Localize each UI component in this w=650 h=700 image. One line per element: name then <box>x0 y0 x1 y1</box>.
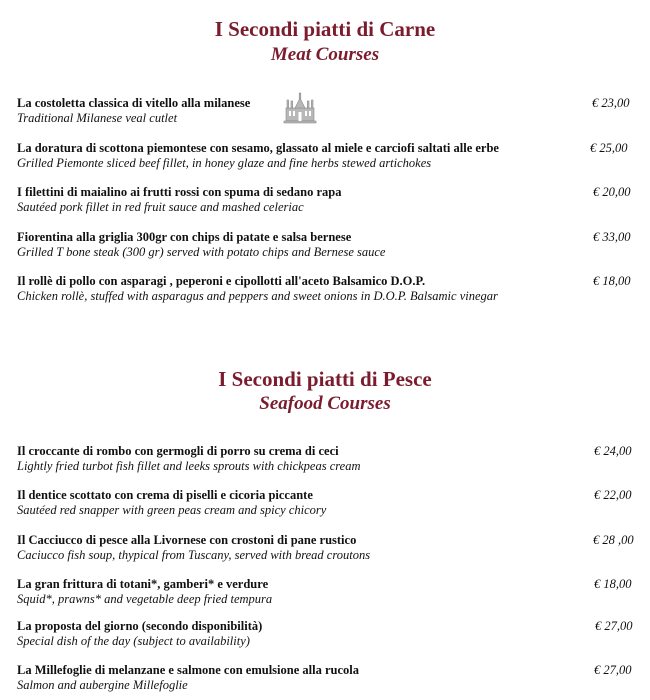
dish-description: Grilled Piemonte sliced beef fillet, in honey glaze and fine herbs stewed artichokes <box>17 156 432 170</box>
dish-price: € 27,00 <box>594 663 632 677</box>
dish-description: Sautéed red snapper with green peas cream and spicy chicory <box>17 503 327 517</box>
fish-section-title: I Secondi piatti di Pesce <box>218 367 432 391</box>
meat-section-subtitle: Meat Courses <box>270 44 380 65</box>
dish-name: La doratura di scottona piemontese con sesamo, glassato al miele e carciofi saltati alle erbe <box>17 141 499 155</box>
dish-name: Il rollè di pollo con asparagi , peperoni e cipollotti all'aceto Balsamico D.O.P. <box>17 274 426 288</box>
dish-price: € 33,00 <box>593 230 631 244</box>
menu-item <box>17 274 637 308</box>
dish-price: € 28 ,00 <box>593 533 634 547</box>
dish-name: Il dentice scottato con crema di piselli e cicoria piccante <box>17 488 313 502</box>
dish-name: La Millefoglie di melanzane e salmone con emulsione alla rucola <box>17 663 359 677</box>
dish-name: I filettini di maialino ai frutti rossi con spuma di sedano rapa <box>17 185 342 199</box>
fish-section-subtitle: Seafood Courses <box>259 393 391 414</box>
dish-description: Grilled T bone steak (300 gr) served with potato chips and Bernese sauce <box>17 245 386 259</box>
dish-description: Squid*, prawns* and vegetable deep fried tempura <box>17 592 273 606</box>
dish-name: Il croccante di rombo con germogli di porro su crema di ceci <box>17 444 339 458</box>
dish-price: € 24,00 <box>594 444 632 458</box>
meat-section-title: I Secondi piatti di Carne <box>214 17 436 41</box>
menu-item <box>17 444 637 478</box>
dish-description: Caciucco fish soup, thypical from Tuscany, served with bread croutons <box>17 548 371 562</box>
dish-price: € 20,00 <box>593 185 631 199</box>
dish-price: € 25,00 <box>590 141 628 155</box>
menu-item <box>17 141 637 175</box>
dish-price: € 27,00 <box>595 619 633 633</box>
menu-item <box>17 185 637 219</box>
menu-item <box>17 488 637 522</box>
dish-description: Salmon and aubergine Millefoglie <box>17 678 188 692</box>
dish-description: Sautéed pork fillet in red fruit sauce and mashed celeriac <box>17 200 304 214</box>
dish-description: Lightly fried turbot fish fillet and leeks sprouts with chickpeas cream <box>17 459 361 473</box>
dish-description: Chicken rollè, stuffed with asparagus and peppers and sweet onions in D.O.P. Balsamic vinegar <box>17 289 498 303</box>
dish-name: Fiorentina alla griglia 300gr con chips di patate e salsa bernese <box>17 230 352 244</box>
dish-description: Special dish of the day (subject to availability) <box>17 634 250 648</box>
menu-item <box>17 619 637 653</box>
menu-item <box>17 533 637 567</box>
menu-item <box>17 663 637 697</box>
dish-name: La proposta del giorno (secondo disponibilità) <box>17 619 263 633</box>
dish-price: € 22,00 <box>594 488 632 502</box>
dish-price: € 18,00 <box>594 577 632 591</box>
dish-name: La gran frittura di totani*, gamberi* e verdure <box>17 577 269 591</box>
dish-description: Traditional Milanese veal cutlet <box>17 111 178 125</box>
menu-item <box>17 230 637 264</box>
dish-price: € 18,00 <box>593 274 631 288</box>
dish-name: Il Cacciucco di pesce alla Livornese con crostoni di pane rustico <box>17 533 357 547</box>
menu-item <box>17 96 637 130</box>
menu-item <box>17 577 637 611</box>
dish-price: € 23,00 <box>592 96 630 110</box>
dish-name: La costoletta classica di vitello alla milanese <box>17 96 251 110</box>
